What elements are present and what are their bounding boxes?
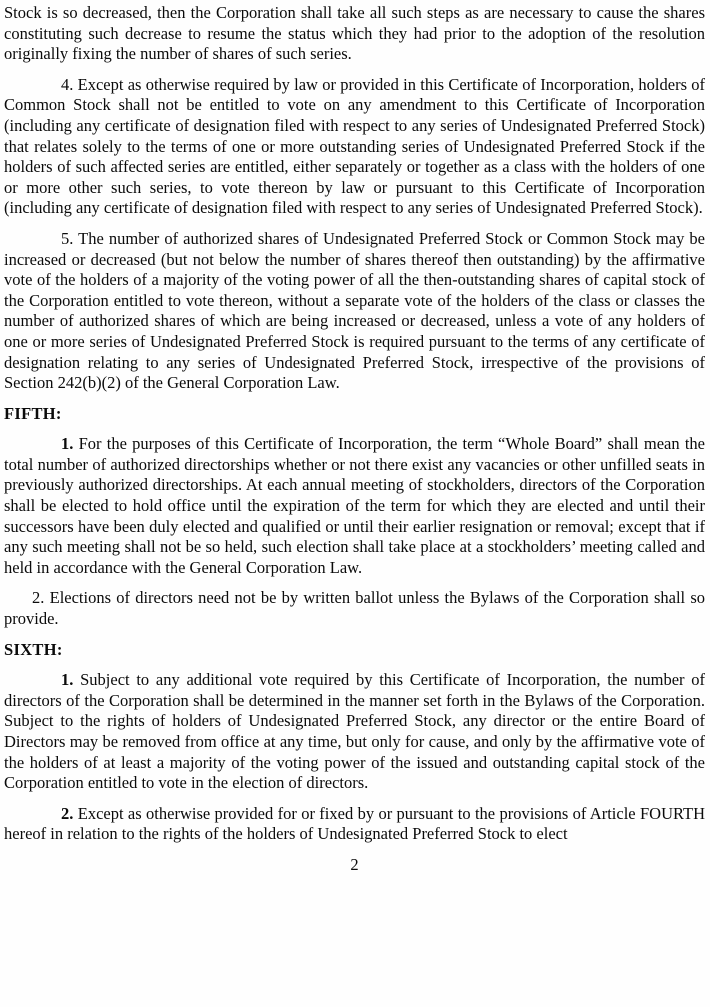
paragraph-text: The number of authorized shares of Undesignated Preferred Stock or Common Stock may be increased or decreased (but not below the number of shares thereof then outstanding) by the affirmative vote of the holders of a majority of the voting power of all the then-outstanding shares of capital stock of the Corporation entitled to vote thereon, without a separate vote of the holders of the class or classes the number of authorized shares of which are being increased or decreased, unless a vote of any holders of one or more series of Undesignated Preferred Stock is required pursuant to the terms of any certificate of designation relating to any series of Undesignated Preferred Stock, irrespective of the provisions of Section 242(b)(2) of the General Corporation Law. bbox=[4, 228, 705, 393]
paragraph-text: Subject to any additional vote required by this Certificate of Incorporation, the number of directors of the Corporation shall be determined in the manner set forth in the Bylaws of the Corporation. Subject to the rights of holders of Undesignated Preferred Stock, any director or the entire Board of Directors may be removed from office at any time, but only for cause, and only by the affirmative vote of the holders of at least a majority of the voting power of the issued and outstanding capital stock of the Corporation entitled to vote in the election of directors. bbox=[4, 670, 706, 793]
paragraph-number: 1. bbox=[61, 670, 81, 690]
paragraph-4 bbox=[4, 75, 705, 219]
paragraph-text: For the purposes of this Certificate of Incorporation, the term “Whole Board” shall mean the total number of authorized directorships whether or not there exist any vacancies or other unfilled seats in previously authorized directorships. At each annual meeting of stockholders, directors of the Corporation shall be elected to hold office until the expiration of the term for which they are elected and until their successors have been duly elected and qualified or until their earlier resignation or removal; except that if any such meeting shall not be so held, such election shall take place at a stockholders’ meeting called and held in accordance with the General Corporation Law. bbox=[4, 434, 705, 577]
paragraph-number: 2. bbox=[61, 803, 78, 823]
heading-fifth: FIFTH: bbox=[4, 403, 62, 423]
paragraph-text: Except as otherwise required by law or provided in this Certificate of Incorporation, holders of Common Stock shall not be entitled to vote on any amendment to this Certificate of Incorporation (including any certificate of designation filed with respect to any series of Undesignated Preferred Stock) that relates solely to the terms of one or more outstanding series of Undesignated Preferred Stock if the holders of such affected series are entitled, either separately or together as a class with the holders of one or more other such series, to vote thereon by law or pursuant to this Certificate of Incorporation (including any certificate of designation filed with respect to any series of Undesignated Preferred Stock). bbox=[4, 74, 705, 218]
sixth-paragraph-2 bbox=[4, 804, 705, 845]
paragraph-text: Except as otherwise provided for or fixed by or pursuant to the provisions of Article FOURTH hereof in relation to the rights of the holders of Undesignated Preferred Stock to elect bbox=[4, 803, 706, 844]
paragraph-continuation bbox=[4, 3, 705, 65]
fifth-paragraph-1 bbox=[4, 434, 705, 578]
page-number: 2 bbox=[350, 854, 359, 874]
paragraph-number: 2. bbox=[32, 588, 50, 608]
heading-sixth: SIXTH: bbox=[4, 639, 63, 659]
fifth-paragraph-2 bbox=[4, 588, 705, 629]
paragraph-number: 5. bbox=[61, 228, 79, 248]
paragraph-number: 4. bbox=[61, 74, 78, 94]
paragraph-text: Elections of directors need not be by written ballot unless the Bylaws of the Corporation shall so provide. bbox=[4, 588, 706, 629]
sixth-paragraph-1 bbox=[4, 670, 705, 794]
paragraph-text: Stock is so decreased, then the Corporation shall take all such steps as are necessary to cause the shares constituting such decrease to resume the status which they had prior to the adoption of the resolution originally fixing the number of shares of such series. bbox=[4, 3, 705, 64]
paragraph-number: 1. bbox=[61, 434, 79, 454]
paragraph-5 bbox=[4, 229, 705, 394]
